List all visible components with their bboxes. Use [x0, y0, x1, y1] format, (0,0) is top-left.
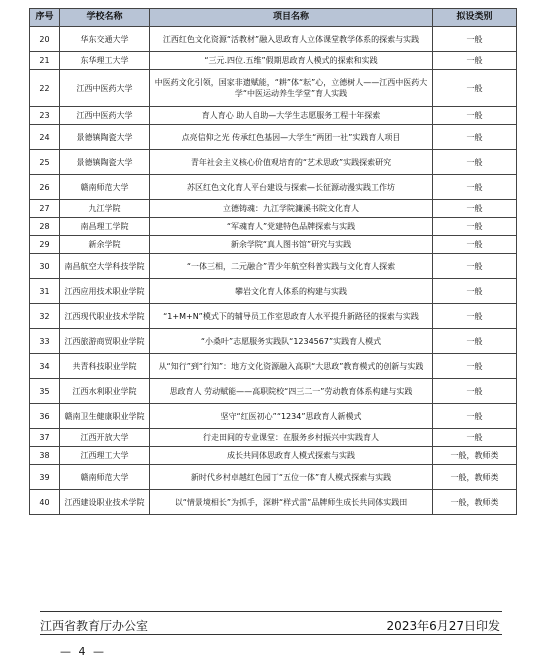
row-number: 30 — [30, 254, 60, 279]
table-row — [30, 254, 517, 279]
row-type: 一般 — [433, 429, 517, 447]
row-school: 景德镇陶瓷大学 — [60, 125, 150, 150]
row-number: 40 — [30, 490, 60, 515]
row-school: 赣南师范大学 — [60, 465, 150, 490]
table-row — [30, 125, 517, 150]
row-project: 江西红色文化资源“活教材”融入思政育人立体课堂教学体系的探索与实践 — [150, 27, 433, 52]
row-school: 东华理工大学 — [60, 52, 150, 70]
row-school: 景德镇陶瓷大学 — [60, 150, 150, 175]
row-project: 新余学院“真人图书馆”研究与实践 — [150, 236, 433, 254]
row-school: 江西水利职业学院 — [60, 379, 150, 404]
table-row — [30, 175, 517, 200]
table-row — [30, 429, 517, 447]
row-school: 江西旅游商贸职业学院 — [60, 329, 150, 354]
row-number: 29 — [30, 236, 60, 254]
row-number: 21 — [30, 52, 60, 70]
project-table — [29, 8, 517, 515]
row-project: 坚守“红医初心”“1234”思政育人新模式 — [150, 404, 433, 429]
row-type: 一般 — [433, 107, 517, 125]
table-row — [30, 465, 517, 490]
row-number: 39 — [30, 465, 60, 490]
header-number: 序号 — [30, 9, 60, 27]
row-school: 南昌航空大学科技学院 — [60, 254, 150, 279]
table-row — [30, 304, 517, 329]
row-school: 江西开放大学 — [60, 429, 150, 447]
row-project: 中医药文化引领，国家非遗赋能，“耕”体“耘”心，立德树人——江西中医药大学“中医运动养生学堂”育人实践 — [150, 70, 433, 107]
row-type: 一般 — [433, 379, 517, 404]
row-project: 新时代乡村卓越红色园丁“五位一体”育人模式探索与实践 — [150, 465, 433, 490]
row-school: 南昌理工学院 — [60, 218, 150, 236]
row-project: “三元.四位.五维”假期思政育人模式的探索和实践 — [150, 52, 433, 70]
row-school: 江西中医药大学 — [60, 107, 150, 125]
row-number: 27 — [30, 200, 60, 218]
row-school: 九江学院 — [60, 200, 150, 218]
table-row — [30, 52, 517, 70]
row-type: 一般 — [433, 125, 517, 150]
row-project: “一体三相，二元融合”青少年航空科普实践与文化育人探索 — [150, 254, 433, 279]
table-row — [30, 107, 517, 125]
row-number: 22 — [30, 70, 60, 107]
header-type: 拟设类别 — [433, 9, 517, 27]
row-type: 一般 — [433, 304, 517, 329]
row-number: 26 — [30, 175, 60, 200]
footer-date: 2023年6月27日印发 — [386, 619, 500, 633]
row-school: 赣南师范大学 — [60, 175, 150, 200]
table-row — [30, 354, 517, 379]
row-type: 一般 — [433, 200, 517, 218]
row-school: 赣南卫生健康职业学院 — [60, 404, 150, 429]
row-project: 立德铸魂：九江学院濂溪书院文化育人 — [150, 200, 433, 218]
row-number: 20 — [30, 27, 60, 52]
row-project: 苏区红色文化育人平台建设与探索—长征源动漫实践工作坊 — [150, 175, 433, 200]
page-number: — 4 — — [60, 645, 106, 658]
row-school: 共青科技职业学院 — [60, 354, 150, 379]
row-project: 点亮信仰之光 传承红色基因—大学生“两团一社”实践育人项目 — [150, 125, 433, 150]
row-type: 一般 — [433, 70, 517, 107]
row-type: 一般 — [433, 279, 517, 304]
row-type: 一般，教师类 — [433, 447, 517, 465]
row-type: 一般 — [433, 218, 517, 236]
row-school: 江西中医药大学 — [60, 70, 150, 107]
row-number: 37 — [30, 429, 60, 447]
row-type: 一般 — [433, 52, 517, 70]
row-project: 攀岩文化育人体系的构建与实践 — [150, 279, 433, 304]
row-project: “小桑叶”志愿服务实践队“1234567”实践育人模式 — [150, 329, 433, 354]
table-header-row — [30, 9, 517, 27]
row-project: 从“知行”到“行知”：地方文化资源融入高职“大思政”教育模式的创新与实践 — [150, 354, 433, 379]
table-row — [30, 70, 517, 107]
row-type: 一般，教师类 — [433, 490, 517, 515]
table-row — [30, 218, 517, 236]
row-number: 28 — [30, 218, 60, 236]
row-project: 成长共同体思政育人模式探索与实践 — [150, 447, 433, 465]
row-school: 江西理工大学 — [60, 447, 150, 465]
footer-office: 江西省教育厅办公室 — [40, 619, 149, 633]
row-project: 青年社会主义核心价值观培育的“艺术思政”实践探索研究 — [150, 150, 433, 175]
row-type: 一般 — [433, 404, 517, 429]
row-project: 思政育人 劳动赋能——高职院校“四三二一”劳动教育体系构建与实践 — [150, 379, 433, 404]
row-number: 32 — [30, 304, 60, 329]
row-school: 江西应用技术职业学院 — [60, 279, 150, 304]
row-project: 行走田间的专业课堂：在服务乡村振兴中实践育人 — [150, 429, 433, 447]
row-project: “军魂育人”党建特色品牌探索与实践 — [150, 218, 433, 236]
project-table-container — [29, 8, 516, 515]
header-project: 项目名称 — [150, 9, 433, 27]
table-row — [30, 329, 517, 354]
footer-bottom-rule — [40, 634, 502, 635]
row-school: 华东交通大学 — [60, 27, 150, 52]
row-number: 23 — [30, 107, 60, 125]
row-type: 一般 — [433, 175, 517, 200]
row-type: 一般 — [433, 254, 517, 279]
row-number: 38 — [30, 447, 60, 465]
table-row — [30, 236, 517, 254]
row-number: 24 — [30, 125, 60, 150]
row-type: 一般 — [433, 150, 517, 175]
table-row — [30, 404, 517, 429]
row-number: 25 — [30, 150, 60, 175]
table-row — [30, 150, 517, 175]
row-type: 一般，教师类 — [433, 465, 517, 490]
table-row — [30, 279, 517, 304]
row-project: 以“情景境相长”为抓手，深耕“样式雷”品牌师生成长共同体实践田 — [150, 490, 433, 515]
row-school: 江西建设职业技术学院 — [60, 490, 150, 515]
row-number: 36 — [30, 404, 60, 429]
row-type: 一般 — [433, 236, 517, 254]
table-row — [30, 27, 517, 52]
row-number: 35 — [30, 379, 60, 404]
row-number: 34 — [30, 354, 60, 379]
table-row — [30, 200, 517, 218]
row-number: 33 — [30, 329, 60, 354]
row-type: 一般 — [433, 27, 517, 52]
row-school: 新余学院 — [60, 236, 150, 254]
footer-top-rule — [40, 611, 502, 612]
table-row — [30, 379, 517, 404]
row-school: 江西现代职业技术学院 — [60, 304, 150, 329]
row-type: 一般 — [433, 354, 517, 379]
header-school: 学校名称 — [60, 9, 150, 27]
table-row — [30, 490, 517, 515]
row-project: 育人育心 助人自助—大学生志愿服务工程十年探索 — [150, 107, 433, 125]
row-project: “1+M+N”模式下的辅导员工作室思政育人水平提升新路径的探索与实践 — [150, 304, 433, 329]
row-number: 31 — [30, 279, 60, 304]
row-type: 一般 — [433, 329, 517, 354]
table-row — [30, 447, 517, 465]
